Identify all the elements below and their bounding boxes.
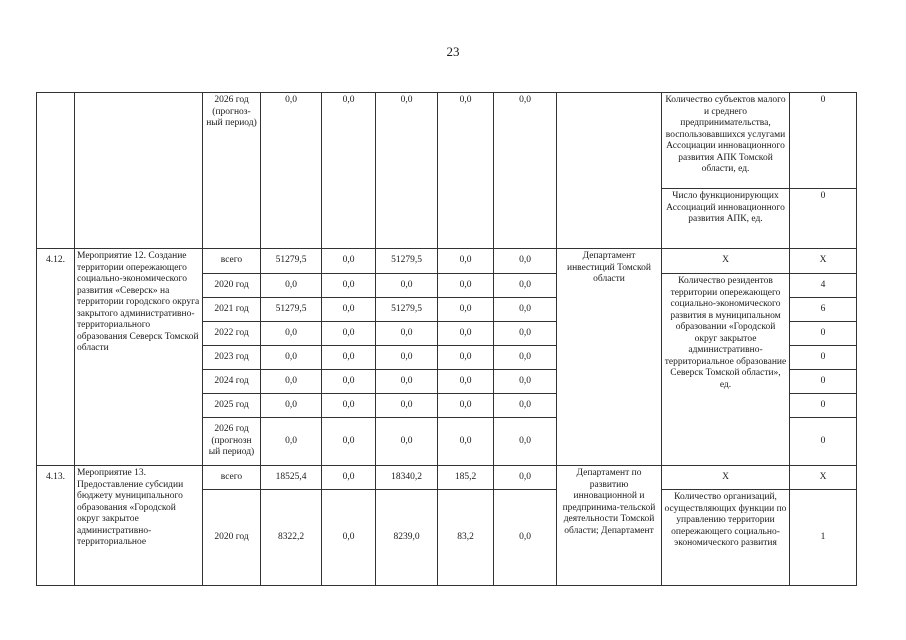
indicator-value-cell: 0 xyxy=(790,418,857,466)
value-cell: 0,0 xyxy=(438,93,494,249)
responsible-cell xyxy=(557,93,662,249)
indicator-value-cell: 0 xyxy=(790,322,857,346)
value-cell: 18525,4 xyxy=(261,466,322,490)
value-cell: 0,0 xyxy=(494,370,557,394)
code-cell: 4.13. xyxy=(37,466,75,586)
value-cell: 0,0 xyxy=(376,274,438,298)
year-cell: 2020 год xyxy=(203,274,261,298)
page-number: 23 xyxy=(446,44,460,59)
value-cell: 0,0 xyxy=(376,346,438,370)
responsible-cell: Департамент инвестиций Томской области xyxy=(557,249,662,466)
value-cell: 0,0 xyxy=(376,394,438,418)
year-cell: всего xyxy=(203,249,261,274)
indicator-cell: Количество субъектов малого и среднего предпринимательства, воспользовавшихся услугами Ассоциации инновационного развития АПК Томской области, ед. xyxy=(662,93,790,189)
table-row xyxy=(37,249,857,274)
value-cell: 0,0 xyxy=(376,418,438,466)
name-cell xyxy=(75,93,203,249)
indicator-cell: Число функционирующих Ассоциаций инновационного развития АПК, ед. xyxy=(662,189,790,249)
year-cell: 2026 год (прогноз-ный период) xyxy=(203,93,261,249)
indicator-value-cell: 0 xyxy=(790,394,857,418)
indicator-value-cell: X xyxy=(790,466,857,490)
value-cell: 51279,5 xyxy=(261,298,322,322)
indicator-cell: X xyxy=(662,466,790,490)
indicator-value-cell: 6 xyxy=(790,298,857,322)
year-cell: 2023 год xyxy=(203,346,261,370)
table-row xyxy=(37,466,857,490)
value-cell: 51279,5 xyxy=(376,249,438,274)
value-cell: 0,0 xyxy=(494,93,557,249)
code-cell xyxy=(37,93,75,249)
value-cell: 0,0 xyxy=(261,394,322,418)
value-cell: 185,2 xyxy=(438,466,494,490)
value-cell: 0,0 xyxy=(322,93,376,249)
value-cell: 0,0 xyxy=(322,249,376,274)
value-cell: 0,0 xyxy=(438,249,494,274)
value-cell: 0,0 xyxy=(261,346,322,370)
value-cell: 0,0 xyxy=(376,93,438,249)
year-cell: 2022 год xyxy=(203,322,261,346)
value-cell: 0,0 xyxy=(322,490,376,586)
value-cell: 0,0 xyxy=(438,346,494,370)
value-cell: 0,0 xyxy=(261,370,322,394)
value-cell: 0,0 xyxy=(376,370,438,394)
value-cell: 0,0 xyxy=(322,370,376,394)
value-cell: 0,0 xyxy=(438,370,494,394)
indicator-value-cell: X xyxy=(790,249,857,274)
indicator-value-cell: 0 xyxy=(790,370,857,394)
indicator-value-cell: 1 xyxy=(790,490,857,586)
table-row xyxy=(37,93,857,189)
indicator-value-cell: 4 xyxy=(790,274,857,298)
name-cell: Мероприятие 13. Предоставление субсидии бюджету муниципального образования «Городской округ закрытое административно-территориальное xyxy=(75,466,203,586)
value-cell: 0,0 xyxy=(494,418,557,466)
name-cell: Мероприятие 12. Создание территории опережающего социально-экономического развития «Северск» на территории городского округа закрытого административно-территориального образования Северск Томской области xyxy=(75,249,203,466)
indicator-cell: X xyxy=(662,249,790,274)
value-cell: 51279,5 xyxy=(376,298,438,322)
indicator-cell: Количество организаций, осуществляющих функции по управлению территории опережающего социально-экономического развития xyxy=(662,490,790,586)
value-cell: 0,0 xyxy=(322,466,376,490)
value-cell: 83,2 xyxy=(438,490,494,586)
value-cell: 0,0 xyxy=(322,322,376,346)
value-cell: 0,0 xyxy=(261,322,322,346)
value-cell: 0,0 xyxy=(322,418,376,466)
value-cell: 0,0 xyxy=(494,346,557,370)
value-cell: 18340,2 xyxy=(376,466,438,490)
value-cell: 0,0 xyxy=(494,298,557,322)
value-cell: 0,0 xyxy=(438,298,494,322)
value-cell: 0,0 xyxy=(494,274,557,298)
value-cell: 0,0 xyxy=(494,466,557,490)
value-cell: 0,0 xyxy=(376,322,438,346)
year-cell: 2020 год xyxy=(203,490,261,586)
year-cell: 2025 год xyxy=(203,394,261,418)
year-cell: 2026 год (прогнозн ый период) xyxy=(203,418,261,466)
value-cell: 0,0 xyxy=(261,93,322,249)
indicator-value-cell: 0 xyxy=(790,189,857,249)
program-table xyxy=(36,92,857,586)
value-cell: 0,0 xyxy=(261,274,322,298)
value-cell: 0,0 xyxy=(494,322,557,346)
value-cell: 0,0 xyxy=(494,490,557,586)
value-cell: 0,0 xyxy=(322,394,376,418)
value-cell: 0,0 xyxy=(438,394,494,418)
value-cell: 8239,0 xyxy=(376,490,438,586)
value-cell: 0,0 xyxy=(322,274,376,298)
value-cell: 8322,2 xyxy=(261,490,322,586)
value-cell: 0,0 xyxy=(261,418,322,466)
value-cell: 0,0 xyxy=(438,418,494,466)
value-cell: 0,0 xyxy=(322,346,376,370)
value-cell: 0,0 xyxy=(438,322,494,346)
code-cell: 4.12. xyxy=(37,249,75,466)
year-cell: 2021 год xyxy=(203,298,261,322)
indicator-value-cell: 0 xyxy=(790,346,857,370)
indicator-value-cell: 0 xyxy=(790,93,857,189)
value-cell: 51279,5 xyxy=(261,249,322,274)
value-cell: 0,0 xyxy=(494,249,557,274)
value-cell: 0,0 xyxy=(438,274,494,298)
value-cell: 0,0 xyxy=(494,394,557,418)
responsible-cell: Департамент по развитию инновационной и предпринима-тельской деятельности Томской области; Департамент xyxy=(557,466,662,586)
year-cell: 2024 год xyxy=(203,370,261,394)
indicator-cell: Количество резидентов территории опережающего социально-экономического развития в муниципальном образовании «Городской округ закрытое административно-территориальное образование Северск Томской области», ед. xyxy=(662,274,790,466)
value-cell: 0,0 xyxy=(322,298,376,322)
year-cell: всего xyxy=(203,466,261,490)
